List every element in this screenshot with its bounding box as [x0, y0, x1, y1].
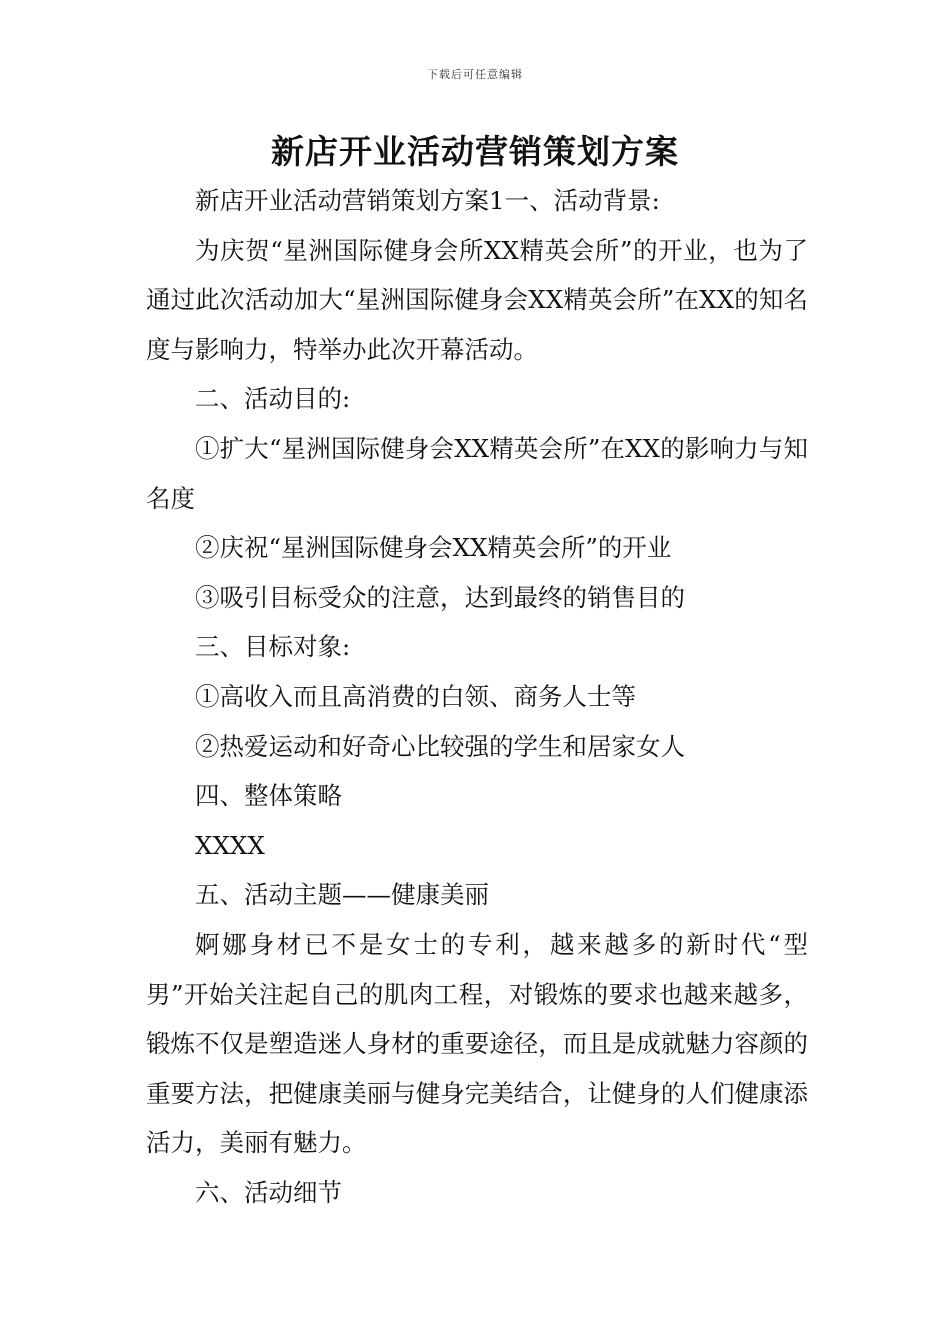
list-item-purpose-3: ③吸引目标受众的注意，达到最终的销售目的 [195, 582, 685, 612]
paragraph-theme-text: 婀娜身材已不是女士的专利，越来越多的新时代“型男”开始关注起自己的肌肉工程，对锻炼的要求也越来越多，锻炼不仅是塑造迷人身材的重要途径，而且是成就魅力容颜的重要方法，把健康美丽与健身完美结合，让健身的人们健康添活力，美丽有魅力。 [146, 929, 808, 1158]
document-title: 新店开业活动营销策划方案 [271, 132, 679, 171]
section-heading-details: 六、活动细节 [195, 1177, 342, 1207]
document-body [146, 176, 808, 1217]
paragraph-intro-background: 新店开业活动营销策划方案1一、活动背景: [195, 186, 660, 215]
section-heading-theme: 五、活动主题——健康美丽 [195, 880, 489, 910]
list-item-purpose-1: ①扩大“星洲国际健身会XX精英会所”在XX的影响力与知名度 [146, 433, 808, 513]
section-heading-target: 三、目标对象: [195, 632, 351, 662]
list-item-target-1: ①高收入而且高消费的白领、商务人士等 [195, 681, 636, 711]
list-item-target-2: ②热爱运动和好奇心比较强的学生和居家女人 [195, 731, 685, 761]
paragraph-strategy-placeholder: XXXX [195, 830, 265, 860]
list-item-purpose-2: ②庆祝“星洲国际健身会XX精英会所”的开业 [195, 533, 672, 563]
section-heading-strategy: 四、整体策略 [195, 781, 342, 811]
section-heading-purpose: 二、活动目的: [195, 384, 351, 414]
paragraph-background-text: 为庆贺“星洲国际健身会所XX精英会所”的开业，也为了通过此次活动加大“星洲国际健身会XX精英会所”在XX的知名度与影响力，特举办此次开幕活动。 [146, 235, 808, 364]
header-note: 下载后可任意编辑 [427, 68, 523, 81]
